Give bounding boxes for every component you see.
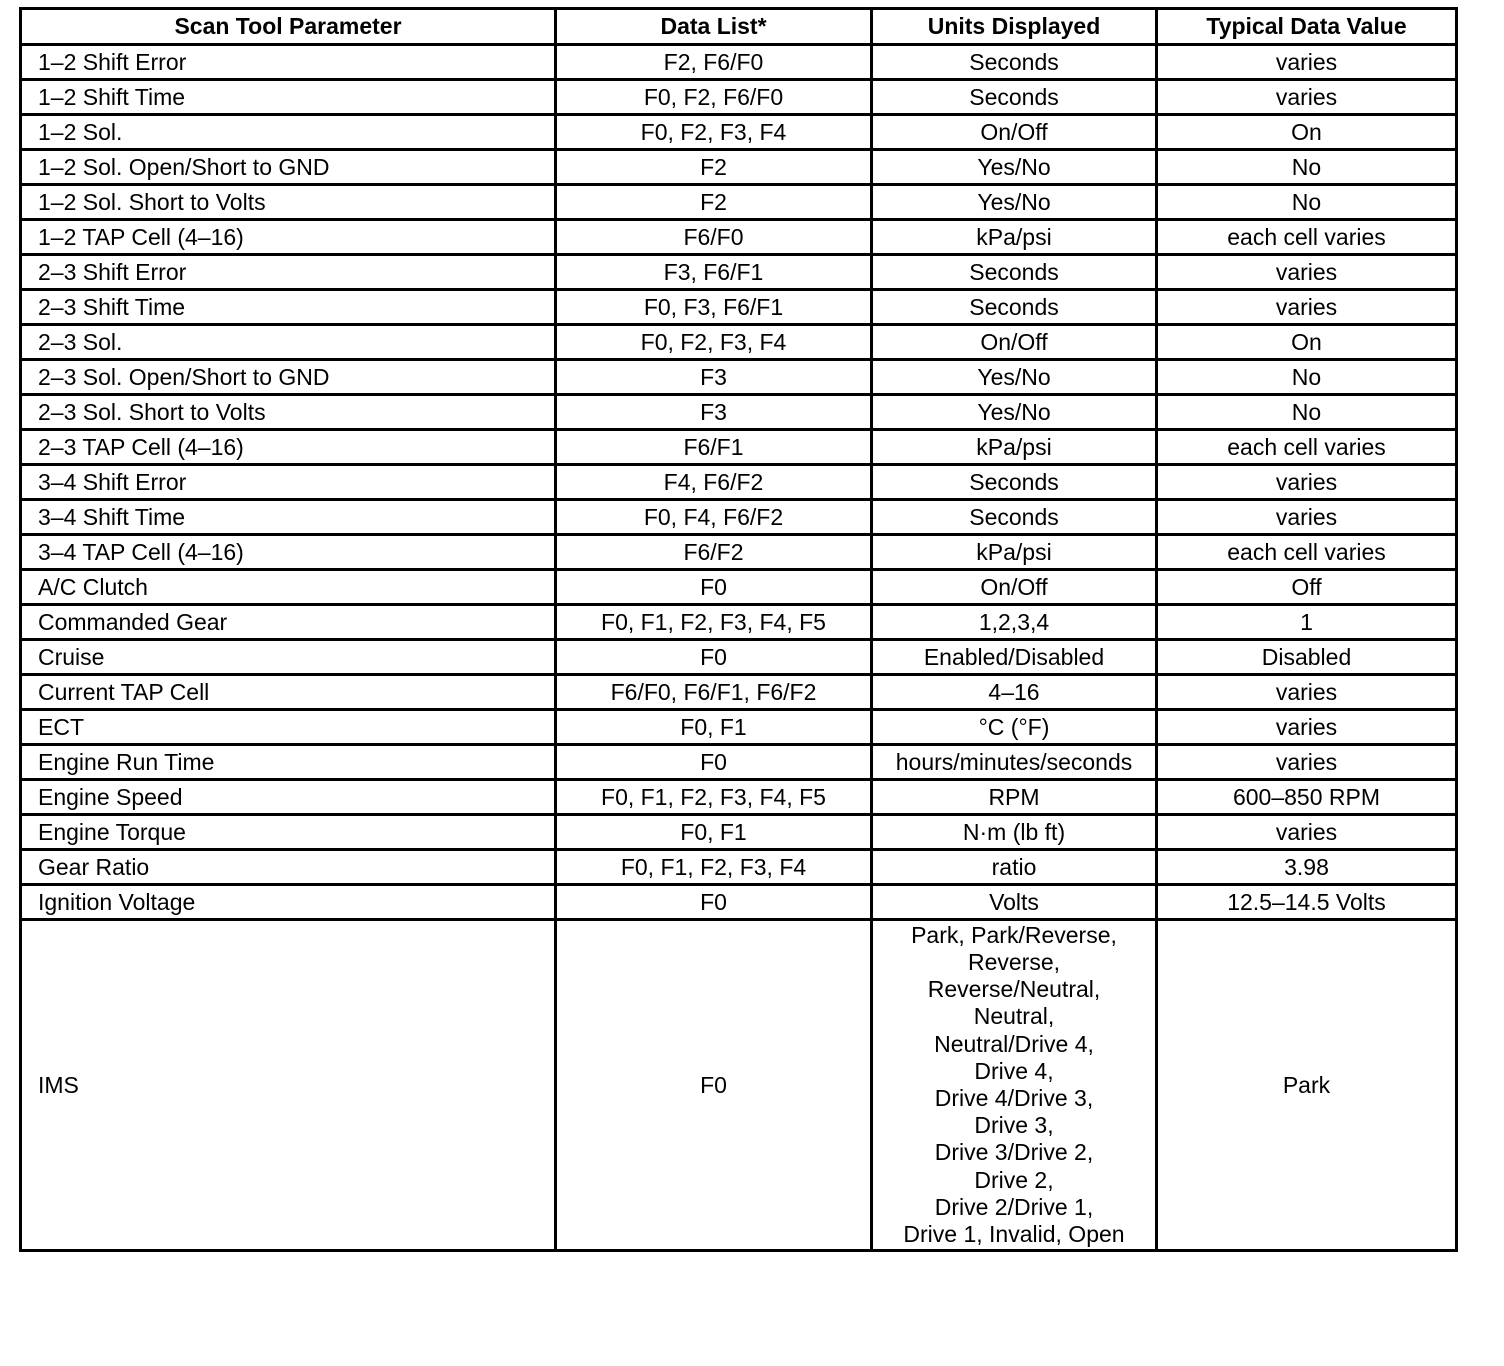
table-header bbox=[21, 9, 1457, 45]
parameter-cell: Ignition Voltage bbox=[21, 885, 556, 920]
parameter-cell: Engine Run Time bbox=[21, 745, 556, 780]
table-row bbox=[21, 115, 1457, 150]
data-list-cell: F0, F1 bbox=[556, 815, 872, 850]
data-list-cell: F6/F0 bbox=[556, 220, 872, 255]
parameter-cell: IMS bbox=[21, 920, 556, 1251]
units-cell: Seconds bbox=[872, 500, 1157, 535]
table-row bbox=[21, 850, 1457, 885]
typical-value-cell: No bbox=[1157, 185, 1457, 220]
parameter-cell: 2–3 Shift Error bbox=[21, 255, 556, 290]
data-list-cell: F6/F2 bbox=[556, 535, 872, 570]
table-row bbox=[21, 150, 1457, 185]
data-list-cell: F3 bbox=[556, 360, 872, 395]
data-list-cell: F0, F1, F2, F3, F4 bbox=[556, 850, 872, 885]
data-list-cell: F0 bbox=[556, 920, 872, 1251]
ims-units-line: Drive 2/Drive 1, bbox=[934, 1193, 1094, 1220]
parameter-cell: 1–2 Shift Time bbox=[21, 80, 556, 115]
header-units-displayed: Units Displayed bbox=[872, 9, 1157, 45]
units-cell: kPa/psi bbox=[872, 220, 1157, 255]
data-list-cell: F0, F1, F2, F3, F4, F5 bbox=[556, 780, 872, 815]
scan-tool-data-table bbox=[19, 7, 1458, 1252]
typical-value-cell: varies bbox=[1157, 500, 1457, 535]
units-cell: 1,2,3,4 bbox=[872, 605, 1157, 640]
header-typical-data-value: Typical Data Value bbox=[1157, 9, 1457, 45]
ims-units-line: Drive 4, bbox=[974, 1057, 1054, 1084]
units-cell: Seconds bbox=[872, 290, 1157, 325]
parameter-cell: 1–2 TAP Cell (4–16) bbox=[21, 220, 556, 255]
data-list-cell: F0, F4, F6/F2 bbox=[556, 500, 872, 535]
units-cell bbox=[872, 920, 1157, 1251]
units-cell: N·m (lb ft) bbox=[872, 815, 1157, 850]
typical-value-cell: Disabled bbox=[1157, 640, 1457, 675]
typical-value-cell: varies bbox=[1157, 465, 1457, 500]
table-row bbox=[21, 570, 1457, 605]
parameter-cell: ECT bbox=[21, 710, 556, 745]
parameter-cell: 2–3 TAP Cell (4–16) bbox=[21, 430, 556, 465]
table-row bbox=[21, 465, 1457, 500]
parameter-cell: 3–4 Shift Error bbox=[21, 465, 556, 500]
parameter-cell: Cruise bbox=[21, 640, 556, 675]
typical-value-cell: varies bbox=[1157, 815, 1457, 850]
units-cell: Seconds bbox=[872, 80, 1157, 115]
units-cell: kPa/psi bbox=[872, 430, 1157, 465]
typical-value-cell: 12.5–14.5 Volts bbox=[1157, 885, 1457, 920]
units-cell: On/Off bbox=[872, 325, 1157, 360]
data-list-cell: F2 bbox=[556, 185, 872, 220]
units-cell: °C (°F) bbox=[872, 710, 1157, 745]
parameter-cell: 1–2 Sol. bbox=[21, 115, 556, 150]
data-list-cell: F0, F2, F6/F0 bbox=[556, 80, 872, 115]
ims-units-line: Drive 3/Drive 2, bbox=[934, 1139, 1094, 1166]
typical-value-cell: each cell varies bbox=[1157, 220, 1457, 255]
units-cell: hours/minutes/seconds bbox=[872, 745, 1157, 780]
parameter-cell: 3–4 Shift Time bbox=[21, 500, 556, 535]
typical-value-cell: No bbox=[1157, 360, 1457, 395]
table-row bbox=[21, 80, 1457, 115]
parameter-cell: Engine Speed bbox=[21, 780, 556, 815]
typical-value-cell: each cell varies bbox=[1157, 430, 1457, 465]
data-list-cell: F0, F2, F3, F4 bbox=[556, 115, 872, 150]
units-cell: Enabled/Disabled bbox=[872, 640, 1157, 675]
data-list-cell: F0, F1 bbox=[556, 710, 872, 745]
typical-value-cell: varies bbox=[1157, 745, 1457, 780]
table-row bbox=[21, 815, 1457, 850]
ims-units-line: Drive 1, Invalid, Open bbox=[903, 1221, 1125, 1248]
typical-value-cell: Park bbox=[1157, 920, 1457, 1251]
typical-value-cell: varies bbox=[1157, 80, 1457, 115]
data-list-cell: F3 bbox=[556, 395, 872, 430]
parameter-cell: Gear Ratio bbox=[21, 850, 556, 885]
header-scan-tool-parameter: Scan Tool Parameter bbox=[21, 9, 556, 45]
typical-value-cell: each cell varies bbox=[1157, 535, 1457, 570]
units-cell: ratio bbox=[872, 850, 1157, 885]
data-list-cell: F2, F6/F0 bbox=[556, 45, 872, 80]
typical-value-cell: No bbox=[1157, 395, 1457, 430]
data-list-cell: F0, F2, F3, F4 bbox=[556, 325, 872, 360]
parameter-cell: 3–4 TAP Cell (4–16) bbox=[21, 535, 556, 570]
ims-units-line: Neutral/Drive 4, bbox=[934, 1030, 1094, 1057]
parameter-cell: Engine Torque bbox=[21, 815, 556, 850]
data-list-cell: F0 bbox=[556, 885, 872, 920]
ims-units-line: Reverse, bbox=[967, 948, 1061, 975]
typical-value-cell: 3.98 bbox=[1157, 850, 1457, 885]
parameter-cell: 1–2 Sol. Short to Volts bbox=[21, 185, 556, 220]
typical-value-cell: On bbox=[1157, 325, 1457, 360]
table-row bbox=[21, 220, 1457, 255]
units-cell: 4–16 bbox=[872, 675, 1157, 710]
units-cell: Yes/No bbox=[872, 185, 1157, 220]
ims-units-line: Drive 2, bbox=[974, 1166, 1054, 1193]
data-list-cell: F6/F1 bbox=[556, 430, 872, 465]
parameter-cell: Current TAP Cell bbox=[21, 675, 556, 710]
units-cell: Volts bbox=[872, 885, 1157, 920]
data-list-cell: F3, F6/F1 bbox=[556, 255, 872, 290]
table-row bbox=[21, 675, 1457, 710]
units-cell: Seconds bbox=[872, 465, 1157, 500]
parameter-cell: A/C Clutch bbox=[21, 570, 556, 605]
table-row bbox=[21, 605, 1457, 640]
units-cell: Yes/No bbox=[872, 360, 1157, 395]
typical-value-cell: varies bbox=[1157, 45, 1457, 80]
data-list-cell: F0, F1, F2, F3, F4, F5 bbox=[556, 605, 872, 640]
ims-units-line: Reverse/Neutral, bbox=[927, 976, 1101, 1003]
parameter-cell: 2–3 Sol. Open/Short to GND bbox=[21, 360, 556, 395]
units-cell: RPM bbox=[872, 780, 1157, 815]
table-row bbox=[21, 535, 1457, 570]
data-list-cell: F0 bbox=[556, 745, 872, 780]
parameter-cell: 2–3 Sol. bbox=[21, 325, 556, 360]
table-row bbox=[21, 45, 1457, 80]
table-row bbox=[21, 255, 1457, 290]
typical-value-cell: 1 bbox=[1157, 605, 1457, 640]
table-row bbox=[21, 290, 1457, 325]
table-row bbox=[21, 710, 1457, 745]
table-row bbox=[21, 780, 1457, 815]
data-list-cell: F4, F6/F2 bbox=[556, 465, 872, 500]
typical-value-cell: On bbox=[1157, 115, 1457, 150]
table-row bbox=[21, 325, 1457, 360]
table-row-ims bbox=[21, 920, 1457, 1251]
table-row bbox=[21, 885, 1457, 920]
ims-units-line: Drive 3, bbox=[974, 1112, 1054, 1139]
parameter-cell: 1–2 Sol. Open/Short to GND bbox=[21, 150, 556, 185]
typical-value-cell: varies bbox=[1157, 710, 1457, 745]
ims-units-line: Neutral, bbox=[973, 1003, 1055, 1030]
parameter-cell: Commanded Gear bbox=[21, 605, 556, 640]
typical-value-cell: varies bbox=[1157, 675, 1457, 710]
table-row bbox=[21, 640, 1457, 675]
header-data-list: Data List* bbox=[556, 9, 872, 45]
data-list-cell: F0 bbox=[556, 640, 872, 675]
units-cell: Yes/No bbox=[872, 150, 1157, 185]
table-row bbox=[21, 185, 1457, 220]
typical-value-cell: varies bbox=[1157, 290, 1457, 325]
data-list-cell: F2 bbox=[556, 150, 872, 185]
typical-value-cell: No bbox=[1157, 150, 1457, 185]
parameter-cell: 2–3 Shift Time bbox=[21, 290, 556, 325]
parameter-cell: 2–3 Sol. Short to Volts bbox=[21, 395, 556, 430]
units-cell: On/Off bbox=[872, 115, 1157, 150]
table-row bbox=[21, 500, 1457, 535]
ims-units-line: Park, Park/Reverse, bbox=[911, 921, 1117, 948]
data-list-cell: F6/F0, F6/F1, F6/F2 bbox=[556, 675, 872, 710]
units-cell: Seconds bbox=[872, 255, 1157, 290]
typical-value-cell: Off bbox=[1157, 570, 1457, 605]
data-list-cell: F0, F3, F6/F1 bbox=[556, 290, 872, 325]
typical-value-cell: varies bbox=[1157, 255, 1457, 290]
units-cell: Seconds bbox=[872, 45, 1157, 80]
units-cell: Yes/No bbox=[872, 395, 1157, 430]
units-cell: kPa/psi bbox=[872, 535, 1157, 570]
table-row bbox=[21, 395, 1457, 430]
data-list-cell: F0 bbox=[556, 570, 872, 605]
scan-tool-data-table-container bbox=[19, 7, 1458, 1252]
ims-units-line: Drive 4/Drive 3, bbox=[934, 1085, 1094, 1111]
table-row bbox=[21, 360, 1457, 395]
ims-units-list bbox=[879, 922, 1149, 1248]
typical-value-cell: 600–850 RPM bbox=[1157, 780, 1457, 815]
header-row bbox=[21, 9, 1457, 45]
table-row bbox=[21, 430, 1457, 465]
table-body bbox=[21, 45, 1457, 1251]
units-cell: On/Off bbox=[872, 570, 1157, 605]
parameter-cell: 1–2 Shift Error bbox=[21, 45, 556, 80]
table-row bbox=[21, 745, 1457, 780]
